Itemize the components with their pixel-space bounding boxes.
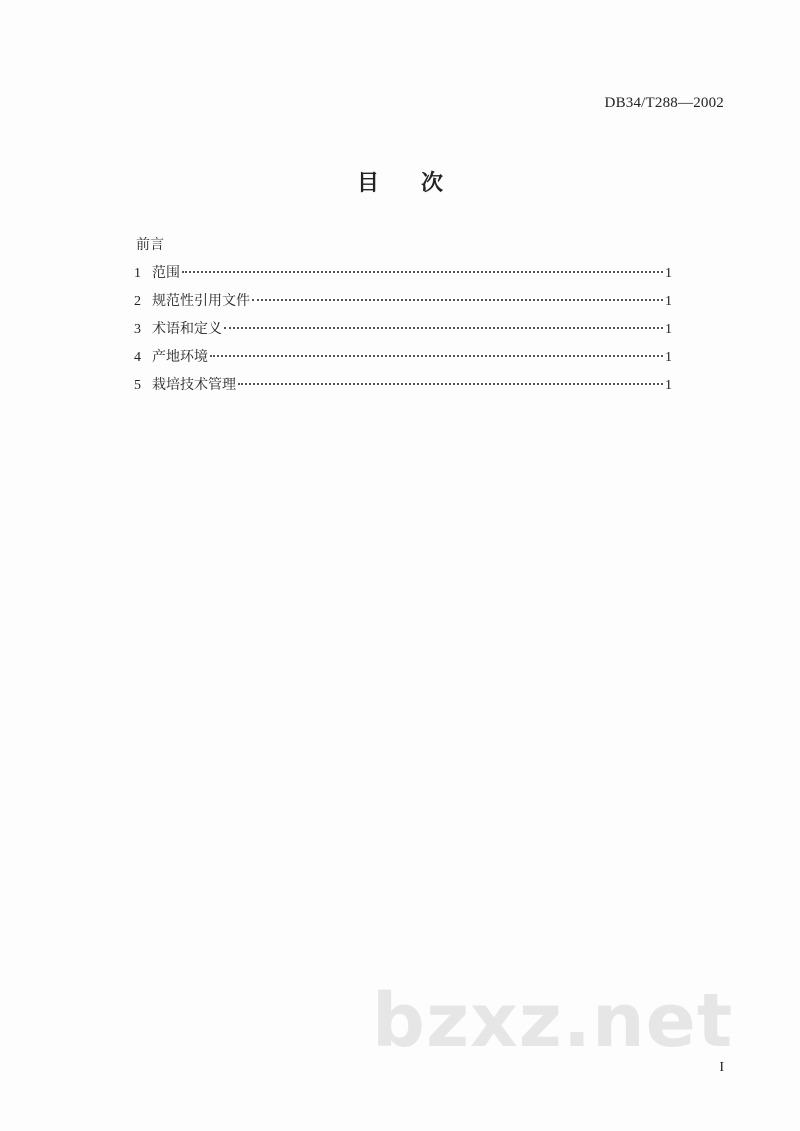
toc-leader-dots bbox=[224, 327, 663, 329]
toc-preface-row[interactable] bbox=[134, 231, 672, 259]
toc-entry-cultivation[interactable] bbox=[134, 371, 672, 399]
toc-entry-number: 5 bbox=[134, 378, 141, 393]
toc-entry-page: 1 bbox=[665, 322, 672, 337]
document-code: DB34/T288—2002 bbox=[604, 95, 724, 111]
toc-leader-dots bbox=[252, 299, 663, 301]
toc-entry-label: 规范性引用文件 bbox=[152, 293, 250, 309]
toc-preface-label: 前言 bbox=[136, 237, 164, 253]
toc-entry-label: 范围 bbox=[152, 265, 180, 281]
toc-entry-page: 1 bbox=[665, 350, 672, 365]
toc-entry-label: 栽培技术管理 bbox=[152, 377, 236, 393]
watermark-text: bzxz.net bbox=[372, 978, 734, 1064]
toc-entry-number: 4 bbox=[134, 350, 141, 365]
toc-entry-label: 术语和定义 bbox=[152, 321, 222, 337]
toc-entry-number: 3 bbox=[134, 322, 141, 337]
toc-entry-scope[interactable] bbox=[134, 259, 672, 287]
toc-title bbox=[0, 166, 800, 197]
toc-leader-dots bbox=[182, 271, 663, 273]
toc-entry-label: 产地环境 bbox=[152, 349, 208, 365]
page-number: I bbox=[719, 1060, 724, 1075]
toc-leader-dots bbox=[210, 355, 663, 357]
toc-entry-page: 1 bbox=[665, 266, 672, 281]
toc-title-char-2: 次 bbox=[421, 171, 444, 196]
table-of-contents bbox=[134, 231, 672, 399]
toc-entry-number: 2 bbox=[134, 294, 141, 309]
toc-entry-page: 1 bbox=[665, 378, 672, 393]
toc-title-char-1: 目 bbox=[356, 171, 379, 196]
toc-entry-terms-definitions[interactable] bbox=[134, 315, 672, 343]
toc-entry-environment[interactable] bbox=[134, 343, 672, 371]
toc-entry-page: 1 bbox=[665, 294, 672, 309]
toc-entry-normative-references[interactable] bbox=[134, 287, 672, 315]
toc-leader-dots bbox=[238, 383, 663, 385]
toc-entry-number: 1 bbox=[134, 266, 141, 281]
